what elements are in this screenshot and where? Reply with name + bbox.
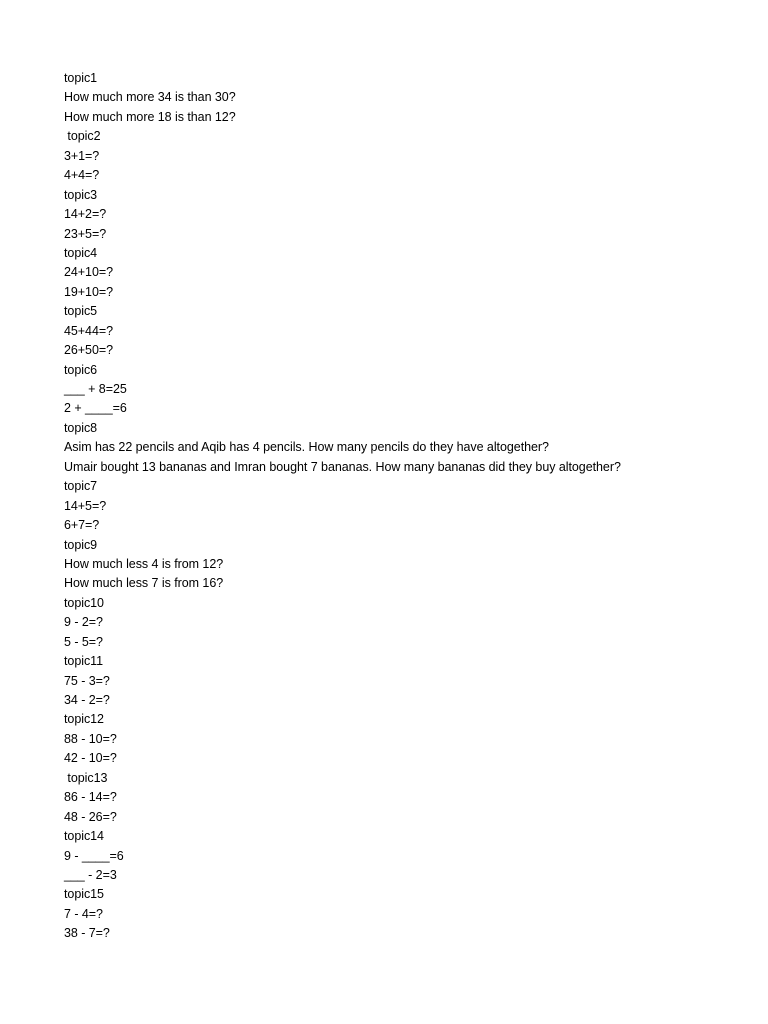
question-line: How much more 34 is than 30? <box>64 90 236 105</box>
question-line: How much less 7 is from 16? <box>64 576 224 591</box>
question-line: How much less 4 is from 12? <box>64 556 224 571</box>
topic-heading: topic5 <box>64 304 98 319</box>
topic-heading: topic7 <box>64 479 98 494</box>
topic-heading: topic2 <box>64 129 101 144</box>
question-line: How much more 18 is than 12? <box>64 109 236 124</box>
question-line: 2 + ____=6 <box>64 401 127 416</box>
question-line: 26+50=? <box>64 343 114 358</box>
question-line: Asim has 22 pencils and Aqib has 4 pencils. How many pencils do they have altogether? <box>64 440 549 455</box>
topic-heading: topic10 <box>64 595 104 610</box>
topic-heading: topic13 <box>64 770 108 785</box>
topic-heading: topic15 <box>64 887 104 902</box>
question-line: 23+5=? <box>64 226 107 241</box>
question-line: 4+4=? <box>64 168 100 183</box>
topic-heading: topic1 <box>64 71 98 85</box>
question-line: 14+2=? <box>64 207 107 222</box>
question-line: ___ + 8=25 <box>64 382 127 396</box>
question-line: 88 - 10=? <box>64 731 117 746</box>
topic-heading: topic6 <box>64 362 98 377</box>
question-line: 42 - 10=? <box>64 751 117 766</box>
question-line: 14+5=? <box>64 498 107 513</box>
question-line: 34 - 2=? <box>64 693 110 707</box>
question-line: 9 - ____=6 <box>64 848 124 863</box>
document-page <box>64 69 744 944</box>
question-line: 7 - 4=? <box>64 906 103 921</box>
question-line: 45+44=? <box>64 323 114 338</box>
topic-heading: topic4 <box>64 245 98 260</box>
topic-heading: topic8 <box>64 420 98 435</box>
topic-heading: topic11 <box>64 654 104 669</box>
question-line: 48 - 26=? <box>64 809 117 824</box>
question-line: 19+10=? <box>64 284 114 299</box>
topic-heading: topic9 <box>64 537 98 552</box>
question-line: 24+10=? <box>64 265 114 280</box>
topic-heading: topic14 <box>64 829 104 844</box>
question-line: 9 - 2=? <box>64 615 103 630</box>
question-line: Umair bought 13 bananas and Imran bought 7 bananas. How many bananas did they buy altogether? <box>64 459 621 474</box>
question-line: ___ - 2=3 <box>64 867 117 882</box>
topic-heading: topic12 <box>64 712 104 727</box>
question-line: 86 - 14=? <box>64 790 117 805</box>
topic-heading: topic3 <box>64 187 98 202</box>
question-line: 5 - 5=? <box>64 634 103 649</box>
question-line: 3+1=? <box>64 148 100 163</box>
question-line: 6+7=? <box>64 518 100 533</box>
question-line: 75 - 3=? <box>64 673 110 688</box>
question-line: 38 - 7=? <box>64 926 110 941</box>
